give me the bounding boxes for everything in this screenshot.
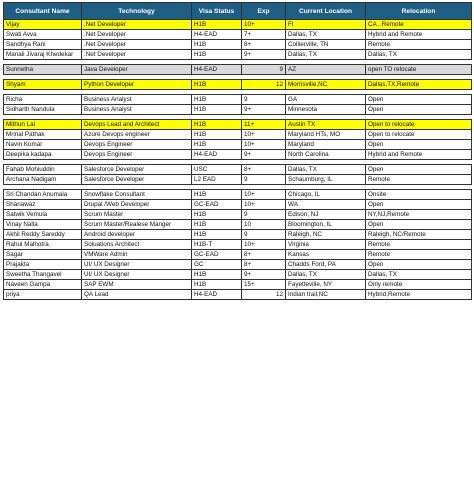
cell-exp: 9+ bbox=[242, 150, 286, 160]
table-row bbox=[4, 250, 472, 260]
cell-relocation: Open to relocate bbox=[366, 120, 472, 130]
table-row bbox=[4, 40, 472, 50]
cell-visa: GC bbox=[192, 260, 242, 270]
table-row bbox=[4, 120, 472, 130]
cell-visa: L2 EAD bbox=[192, 175, 242, 185]
cell-name: Vinay Nalla bbox=[4, 220, 82, 230]
cell-name: Sweetha Thangavel bbox=[4, 270, 82, 280]
cell-visa: H1B bbox=[192, 95, 242, 105]
cell-name: Vijay bbox=[4, 20, 82, 30]
cell-relocation: CA , Remote bbox=[366, 20, 472, 30]
cell-name: Mithun Lal bbox=[4, 120, 82, 130]
cell-relocation: Hybrid and Remote bbox=[366, 150, 472, 160]
cell-name: Rahul Malhotra bbox=[4, 240, 82, 250]
cell-name: Naveen Gampa bbox=[4, 280, 82, 290]
cell-location: Dallas, TX bbox=[286, 50, 366, 60]
cell-location: WA bbox=[286, 200, 366, 210]
cell-relocation: Open bbox=[366, 200, 472, 210]
cell-exp: 8+ bbox=[242, 250, 286, 260]
cell-exp: 10+ bbox=[242, 140, 286, 150]
table-row bbox=[4, 260, 472, 270]
table-row bbox=[4, 20, 472, 30]
cell-visa: H4-EAD bbox=[192, 290, 242, 300]
cell-relocation: open TO relocate bbox=[366, 65, 472, 75]
header-consultant-name: Consultant Name bbox=[4, 3, 82, 20]
cell-relocation: Remote bbox=[366, 40, 472, 50]
cell-name: Mrinal Pathak bbox=[4, 130, 82, 140]
cell-name: Archana Nadigam bbox=[4, 175, 82, 185]
table-row bbox=[4, 240, 472, 250]
table-row bbox=[4, 220, 472, 230]
table-row bbox=[4, 270, 472, 280]
cell-location: Indian trail,NC bbox=[286, 290, 366, 300]
cell-relocation: Open bbox=[366, 105, 472, 115]
cell-location: Fayetteville, NY bbox=[286, 280, 366, 290]
cell-technology: Azure Devops engineer bbox=[82, 130, 192, 140]
table-row bbox=[4, 130, 472, 140]
cell-relocation: Hybrid and Remote bbox=[366, 30, 472, 40]
cell-location: Maryland bbox=[286, 140, 366, 150]
cell-name: Akhil Reddy Sareddy bbox=[4, 230, 82, 240]
cell-visa: H4-EAD bbox=[192, 150, 242, 160]
cell-location: Maryland HTs, MO bbox=[286, 130, 366, 140]
cell-exp: 9 bbox=[242, 230, 286, 240]
cell-name: Prajakta bbox=[4, 260, 82, 270]
cell-visa: USC bbox=[192, 165, 242, 175]
cell-name: Sagar bbox=[4, 250, 82, 260]
cell-location: GA bbox=[286, 95, 366, 105]
table-row bbox=[4, 175, 472, 185]
table-row bbox=[4, 210, 472, 220]
table-row bbox=[4, 105, 472, 115]
cell-technology: Business Analyst bbox=[82, 95, 192, 105]
cell-exp: 7+ bbox=[242, 30, 286, 40]
cell-technology: UI/ UX Designer bbox=[82, 260, 192, 270]
cell-relocation: Dallas, TX bbox=[366, 270, 472, 280]
cell-relocation: Remote bbox=[366, 175, 472, 185]
cell-visa: H1B bbox=[192, 20, 242, 30]
cell-technology: UI/ UX Designer bbox=[82, 270, 192, 280]
header-row bbox=[4, 3, 472, 20]
cell-location: Chicago, IL bbox=[286, 190, 366, 200]
cell-visa: H1B bbox=[192, 230, 242, 240]
cell-exp: 8+ bbox=[242, 40, 286, 50]
cell-technology: QA Lead bbox=[82, 290, 192, 300]
cell-relocation: Dallas,TX,Remote bbox=[366, 80, 472, 90]
cell-name: Deepika kadapa bbox=[4, 150, 82, 160]
cell-exp: 10+ bbox=[242, 240, 286, 250]
cell-technology: .Net Developer bbox=[82, 30, 192, 40]
cell-visa: GC-EAD bbox=[192, 250, 242, 260]
cell-relocation: Open bbox=[366, 165, 472, 175]
cell-location: Austin TX bbox=[286, 120, 366, 130]
cell-technology: .Net Developer bbox=[82, 40, 192, 50]
cell-name: Sandhya Rani bbox=[4, 40, 82, 50]
cell-technology: Android developer bbox=[82, 230, 192, 240]
cell-name: priya bbox=[4, 290, 82, 300]
cell-exp: 15+ bbox=[242, 280, 286, 290]
cell-location: Bloomington, IL bbox=[286, 220, 366, 230]
header-visa-status: Visa Status bbox=[192, 3, 242, 20]
cell-name: Shanawaz bbox=[4, 200, 82, 210]
cell-visa: H1B bbox=[192, 190, 242, 200]
cell-relocation: Open bbox=[366, 140, 472, 150]
cell-relocation: Onsite bbox=[366, 190, 472, 200]
cell-exp: 9 bbox=[242, 210, 286, 220]
cell-exp: 9+ bbox=[242, 270, 286, 280]
cell-visa: H1B bbox=[192, 270, 242, 280]
cell-location: Dallas, TX bbox=[286, 165, 366, 175]
header-current-location: Current Location bbox=[286, 3, 366, 20]
cell-name: Sidharth Nandula bbox=[4, 105, 82, 115]
cell-exp: 10+ bbox=[242, 130, 286, 140]
table-row bbox=[4, 230, 472, 240]
cell-relocation: Open bbox=[366, 220, 472, 230]
cell-relocation: Remote bbox=[366, 250, 472, 260]
cell-location: Raleigh, NC bbox=[286, 230, 366, 240]
cell-visa: H1B bbox=[192, 130, 242, 140]
header-relocation: Relocation bbox=[366, 3, 472, 20]
consultant-table bbox=[3, 2, 472, 300]
cell-relocation: Open to relocate bbox=[366, 130, 472, 140]
cell-visa: H4-EAD bbox=[192, 30, 242, 40]
cell-visa: H1B bbox=[192, 40, 242, 50]
cell-exp: 9 bbox=[242, 65, 286, 75]
cell-technology: Soluations Architect bbox=[82, 240, 192, 250]
cell-visa: H1B bbox=[192, 140, 242, 150]
table-row bbox=[4, 150, 472, 160]
cell-technology: .Net Developer bbox=[82, 50, 192, 60]
cell-name: Fahab Mohiuddin bbox=[4, 165, 82, 175]
cell-exp: 11+ bbox=[242, 120, 286, 130]
table-row bbox=[4, 280, 472, 290]
cell-location: Morrisville,NC bbox=[286, 80, 366, 90]
cell-name: Sunnetha bbox=[4, 65, 82, 75]
cell-technology: SAP EWM bbox=[82, 280, 192, 290]
cell-technology: Salesforce Developer bbox=[82, 165, 192, 175]
cell-location: Edison, NJ bbox=[286, 210, 366, 220]
cell-technology: Salesforce Developer bbox=[82, 175, 192, 185]
table-row bbox=[4, 65, 472, 75]
cell-exp: 12 bbox=[242, 80, 286, 90]
cell-technology: Scrum Master bbox=[82, 210, 192, 220]
cell-exp: 9 bbox=[242, 95, 286, 105]
cell-visa: H1B bbox=[192, 50, 242, 60]
cell-technology: Java Developer bbox=[82, 65, 192, 75]
cell-visa: H1B bbox=[192, 105, 242, 115]
cell-name: Sri Chandan Anumala bbox=[4, 190, 82, 200]
cell-technology: Snowflake Consultant bbox=[82, 190, 192, 200]
header-exp: Exp bbox=[242, 3, 286, 20]
cell-location: Virginia bbox=[286, 240, 366, 250]
cell-name: Shyam bbox=[4, 80, 82, 90]
cell-location: Dallas, TX bbox=[286, 270, 366, 280]
cell-technology: Python Developer bbox=[82, 80, 192, 90]
cell-technology: Business Analyst bbox=[82, 105, 192, 115]
cell-visa: H1B bbox=[192, 210, 242, 220]
table-row bbox=[4, 95, 472, 105]
table-row bbox=[4, 50, 472, 60]
cell-visa: GC-EAD bbox=[192, 200, 242, 210]
header-technology: Technology bbox=[82, 3, 192, 20]
cell-location: Chadds Ford, PA bbox=[286, 260, 366, 270]
cell-technology: .Net Developer bbox=[82, 20, 192, 30]
cell-technology: Drupal /Web Developer bbox=[82, 200, 192, 210]
cell-technology: Devops Engineer bbox=[82, 140, 192, 150]
cell-location: AZ bbox=[286, 65, 366, 75]
cell-relocation: NY,NJ,Remote bbox=[366, 210, 472, 220]
cell-exp: 10+ bbox=[242, 20, 286, 30]
cell-relocation: Only remote bbox=[366, 280, 472, 290]
table-row bbox=[4, 290, 472, 300]
cell-relocation: Dallas, TX bbox=[366, 50, 472, 60]
cell-exp: 9 bbox=[242, 175, 286, 185]
cell-name: Navin Kumar bbox=[4, 140, 82, 150]
cell-exp: 10 bbox=[242, 220, 286, 230]
cell-exp: 8+ bbox=[242, 260, 286, 270]
cell-visa: H4-EAD bbox=[192, 65, 242, 75]
cell-technology: VMWare Admin bbox=[82, 250, 192, 260]
cell-visa: H1B bbox=[192, 120, 242, 130]
table-row bbox=[4, 80, 472, 90]
cell-name: Satwik Vemula bbox=[4, 210, 82, 220]
table-row bbox=[4, 190, 472, 200]
cell-exp: 9+ bbox=[242, 50, 286, 60]
table-row bbox=[4, 200, 472, 210]
cell-location: Minnesota bbox=[286, 105, 366, 115]
cell-location: Dallas, TX bbox=[286, 30, 366, 40]
cell-name: Richa bbox=[4, 95, 82, 105]
cell-relocation: Open bbox=[366, 260, 472, 270]
cell-location: North Carolina bbox=[286, 150, 366, 160]
cell-location: Fl bbox=[286, 20, 366, 30]
table-row bbox=[4, 165, 472, 175]
cell-visa: H1B bbox=[192, 220, 242, 230]
cell-location: Collierville, TN bbox=[286, 40, 366, 50]
cell-relocation: Open bbox=[366, 95, 472, 105]
cell-relocation: Remote bbox=[366, 240, 472, 250]
cell-visa: H1B bbox=[192, 80, 242, 90]
cell-exp: 12 bbox=[242, 290, 286, 300]
cell-exp: 10+ bbox=[242, 190, 286, 200]
cell-name: Swati Avva bbox=[4, 30, 82, 40]
cell-exp: 9+ bbox=[242, 105, 286, 115]
cell-location: Kansas bbox=[286, 250, 366, 260]
cell-location: Schaumburg, IL bbox=[286, 175, 366, 185]
table-row bbox=[4, 30, 472, 40]
cell-technology: Devops Lead and Architect bbox=[82, 120, 192, 130]
cell-name: Manali Jivaraj Khedekar bbox=[4, 50, 82, 60]
cell-technology: Devops Engineer bbox=[82, 150, 192, 160]
cell-relocation: Hybrid,Remote bbox=[366, 290, 472, 300]
cell-visa: H1B-T bbox=[192, 240, 242, 250]
cell-relocation: Raleigh, NC/Remote bbox=[366, 230, 472, 240]
cell-exp: 10+ bbox=[242, 200, 286, 210]
table-row bbox=[4, 140, 472, 150]
cell-visa: H1B bbox=[192, 280, 242, 290]
cell-technology: Scrum Master/Realese Manger bbox=[82, 220, 192, 230]
cell-exp: 8+ bbox=[242, 165, 286, 175]
